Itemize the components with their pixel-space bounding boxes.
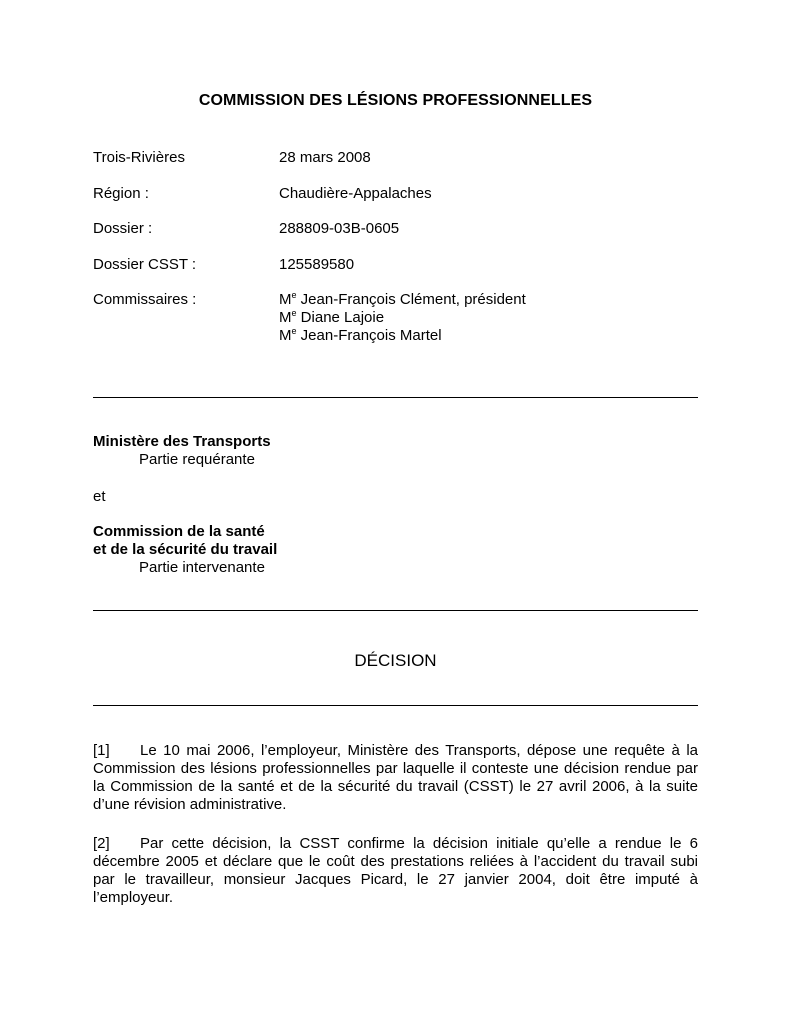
intervenante-name-line2: et de la sécurité du travail <box>93 541 278 558</box>
paragraph-text: Le 10 mai 2006, l’employeur, Ministère des Transports, dépose une requête à la Commission des lésions professionnelles par laquelle il conteste une décision rendue par la Commission de la santé et de la sécurité du travail (CSST) le 27 avril 2006, à la suite d’une révision administrative. <box>93 742 698 813</box>
commissaire-item: Me Jean-François Martel <box>279 326 442 344</box>
decision-paragraph <box>93 835 698 907</box>
decision-paragraph <box>93 742 698 814</box>
dossier-row <box>93 220 713 240</box>
dossier-label: Dossier : <box>93 220 153 237</box>
conjunction: et <box>93 488 106 505</box>
paragraph-number: [2] <box>93 835 110 852</box>
paragraph-text: Par cette décision, la CSST confirme la décision initiale qu’elle a rendue le 6 décembre 2005 et déclare que le coût des prestations reliées à l’accident du travail subi par le travailleur, monsieur Jacques Picard, le 27 janvier 2004, doit être imputé à l’employeur. <box>93 835 698 906</box>
divider-line <box>93 397 698 398</box>
dossier-csst-row <box>93 256 713 276</box>
region-label: Région : <box>93 185 149 202</box>
divider-line <box>93 705 698 706</box>
location: Trois-Rivières <box>93 149 185 166</box>
dossier-csst-label: Dossier CSST : <box>93 256 197 273</box>
intervenante-role: Partie intervenante <box>139 559 265 576</box>
decision-heading: DÉCISION <box>354 651 437 670</box>
dossier-value: 288809-03B-0605 <box>279 220 400 237</box>
document-title: COMMISSION DES LÉSIONS PROFESSIONNELLES <box>198 92 593 109</box>
commissaires-label: Commissaires : <box>93 291 197 308</box>
region-row <box>93 185 713 205</box>
commissaires-row <box>93 291 713 351</box>
commissaire-item: Me Jean-François Clément, président <box>279 290 526 308</box>
intervenante-name-line1: Commission de la santé <box>93 523 265 540</box>
location-date-row <box>93 149 713 169</box>
commissaires-list <box>279 291 526 345</box>
requerante-name: Ministère des Transports <box>93 433 271 450</box>
party-intervenante <box>93 523 277 577</box>
region-value: Chaudière-Appalaches <box>279 185 432 202</box>
dossier-csst-value: 125589580 <box>279 256 355 273</box>
decision-date: 28 mars 2008 <box>279 149 371 166</box>
paragraph-number: [1] <box>93 742 110 759</box>
divider-line <box>93 610 698 611</box>
commissaire-item: Me Diane Lajoie <box>279 308 385 326</box>
requerante-role: Partie requérante <box>139 451 255 468</box>
party-requerante <box>93 433 271 469</box>
